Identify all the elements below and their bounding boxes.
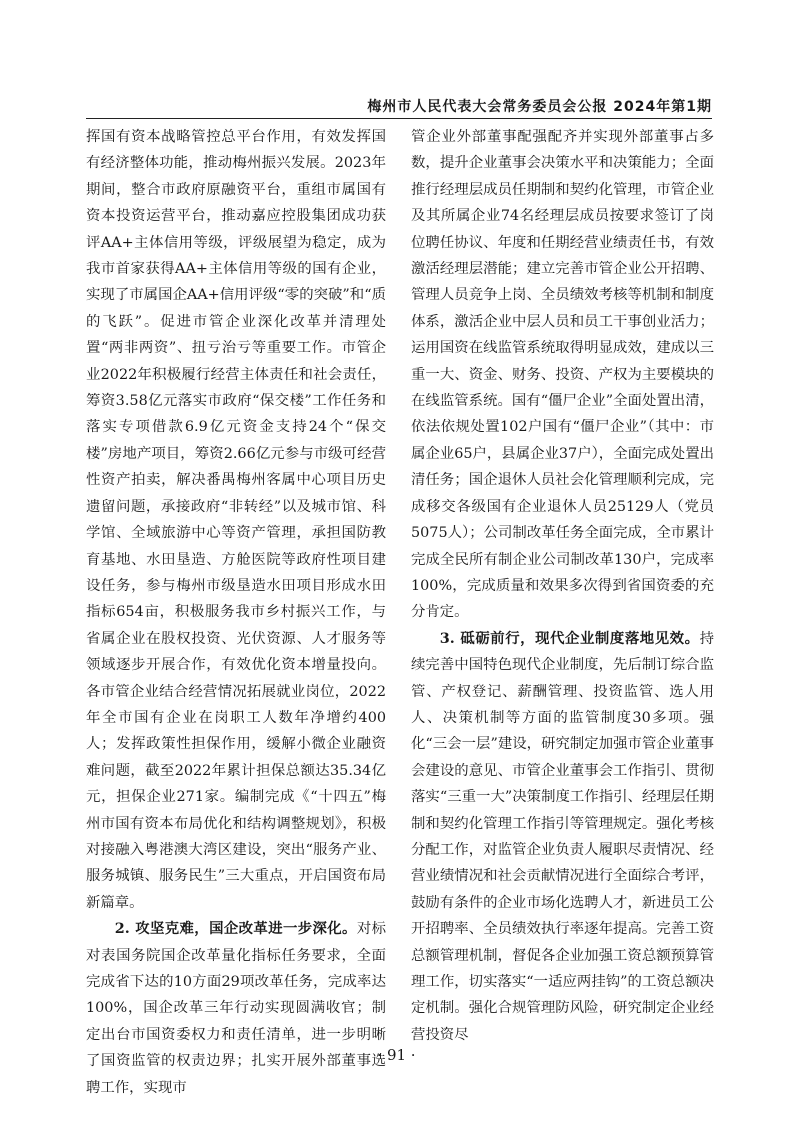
page-header [86,94,712,119]
paragraph-body: 对标对表国务院国企改革量化指标任务要求，全面完成省下达的10方面29项改革任务，完成率达100%，国企改革三年行动实现圆满收官；制定出台市国资委权力和责任清单，进一步明晰了国资监管的权责边界；扎实开展外部董事选聘工作，实现市 [86,921,386,1096]
paragraph [411,626,714,1049]
right-column [411,124,714,1048]
paragraph: 挥国有资本战略管控总平台作用，有效发挥国有经济整体功能，推动梅州振兴发展。2023年期间，整合市政府原融资平台，重组市属国有资本投资运营平台，推动嘉应控股集团成功获评AA+主体信用等级，评级展望为稳定，成为我市首家获得AA+主体信用等级的国有企业，实现了市属国企AA+信用评级“零的突破”和“质的飞跃”。促进市管企业深化改革并清理处置“两非两资”、扭亏治亏等重要工作。市管企业2022年积极履行经营主体责任和社会责任，筹资3.58亿元落实市政府“保交楼”工作任务和落实专项借款6.9亿元资金支持24个“保交楼”房地产项目，筹资2.66亿元参与市级可经营性资产拍卖，解决番禺梅州客属中心项目历史遗留问题，承接政府“非转经”以及城市馆、科学馆、全域旅游中心等资产管理，承担国防教育基地、水田垦造、方舱医院等政府性项目建设任务，参与梅州市级垦造水田项目形成水田指标654亩，积极服务我市乡村振兴工作，与省属企业在股权投资、光伏资源、人才服务等领域逐步开展合作，有效优化资本增量投向。各市管企业结合经营情况拓展就业岗位，2022年全市国有企业在岗职工人数年净增约400人；发挥政策性担保作用，缓解小微企业融资难问题，截至2022年累计担保总额达35.34亿元，担保企业271家。编制完成《“十四五”梅州市国有资本布局优化和结构调整规划》，积极对接融入粤港澳大湾区建设，突出“服务产业、服务城镇、服务民生”三大重点，开启国资布局新篇章。 [86,129,386,911]
left-column [86,124,386,1101]
page-number: · 91 · [377,1046,416,1064]
section-heading: 2. 攻坚克难，国企改革进一步深化。 [114,920,357,938]
paragraph-body: 持续完善中国特色现代企业制度，先后制订综合监管、产权登记、薪酬管理、投资监管、选人用人、决策机制等方面的监管制度30多项。强化“三会一层”建设，研究制定加强市管企业董事会建设的意见、市管企业董事会工作指引、贯彻落实“三重一大”决策制度工作指引、经理层任期制和契约化管理工作指引等管理规定。强化考核分配工作，对监管企业负责人履职尽责情况、经营业绩情况和社会贡献情况进行全面综合考评，鼓励有条件的企业市场化选聘人才，新进员工公开招聘率、全员绩效执行率逐年提高。完善工资总额管理机制，督促各企业加强工资总额预算管理工作，切实落实“一适应两挂钩”的工资总额决定机制。强化合规管理防风险，研究制定企业经营投资尽 [411,630,714,1043]
paragraph: 管企业外部董事配强配齐并实现外部董事占多数，提升企业董事会决策水平和决策能力；全面推行经理层成员任期制和契约化管理，市管企业及其所属企业74名经理层成员按要求签订了岗位聘任协议、年度和任期经营业绩责任书，有效激活经理层潜能；建立完善市管企业公开招聘、管理人员竞争上岗、全员绩效考核等机制和制度体系，激活企业中层人员和员工干事创业活力；运用国资在线监管系统取得明显成效，建成以三重一大、资金、财务、投资、产权为主要模块的在线监管系统。国有“僵尸企业”全面处置出清，依法依规处置102户国有“僵尸企业”（其中：市属企业65户，县属企业37户），全面完成处置出清任务；国企退休人员社会化管理顺利完成，完成移交各级国有企业退休人员25129人（党员5075人）；公司制改革任务全面完成，全市累计完成全民所有制企业公司制改革130户，完成率100%，完成质量和效果多次得到省国资委的充分肯定。 [411,129,714,621]
section-heading: 3. 砥砺前行，现代企业制度落地见效。 [439,629,700,647]
paragraph [86,916,386,1101]
journal-title: 梅州市人民代表大会常务委员会公报 2024年第1期 [367,99,712,115]
